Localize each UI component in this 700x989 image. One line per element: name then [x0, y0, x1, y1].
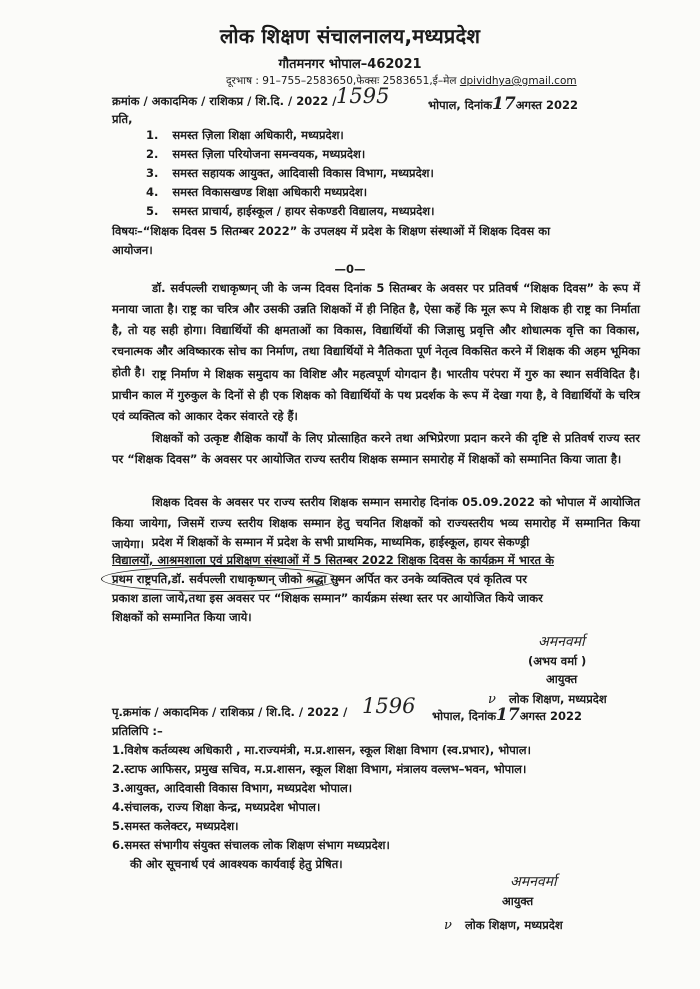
recipient-item	[146, 204, 434, 219]
paragraph-institutions-line3	[112, 572, 527, 587]
copy-reference-number-handwritten: 1596	[362, 694, 416, 718]
subject-text: “शिक्षक दिवस 5 सितम्बर 2022” के उपलक्ष्य में प्रदेश के शिक्षण संस्थाओं में शिक्षक दिवस का	[142, 224, 551, 238]
recipient-text: समस्त सहायक आयुक्त, आदिवासी विकास विभाग, मध्यप्रदेश।	[172, 166, 434, 180]
recipient-item	[146, 185, 367, 200]
date-month-year: अगस्त 2022	[515, 98, 579, 112]
copy-item: 4.संचालक, राज्य शिक्षा केन्द्र, मध्यप्रदेश भोपाल।	[112, 800, 321, 814]
email-link[interactable]: dpividhya@gmail.com	[459, 75, 577, 87]
copy-label: प्रतिलिपि :–	[112, 724, 163, 738]
recipient-text: समस्त प्राचार्य, हाईस्कूल / हायर सेकण्डरी विद्यालय, मध्यप्रदेश।	[172, 204, 435, 218]
copy-date-month-year: अगस्त 2022	[519, 709, 583, 723]
recipient-number: 1.	[146, 128, 159, 142]
signatory-office: लोक शिक्षण, मध्यप्रदेश	[509, 692, 607, 706]
copy-signatory-office-line	[444, 914, 563, 933]
paragraph-institutions-line1: प्रदेश में शिक्षकों के सम्मान में प्रदेश के सभी प्राथमिक, माध्यमिक, हाईस्कूल, हायर सेकण्ड्री	[152, 535, 530, 549]
recipient-item	[146, 147, 365, 162]
recipient-item	[146, 128, 344, 143]
copy-place-date-line	[432, 705, 582, 725]
signature-scribble: अमनवर्मा	[538, 634, 585, 650]
subject-line	[112, 224, 550, 239]
copy-date-day-handwritten: 17	[496, 705, 520, 725]
recipient-number: 3.	[146, 166, 159, 180]
reference-prefix: क्रमांक / अकादमिक / राशिकप्र / शि.दि. / 2022 /	[112, 94, 337, 108]
copy-footer: की ओर सूचनार्थ एवं आवश्यक कार्यवाई हेतु प्रेषित।	[130, 857, 343, 871]
copy-signatory-designation: आयुक्त	[502, 894, 534, 908]
paragraph-institutions-line5: शिक्षकों को सम्मानित किया जाये।	[112, 610, 252, 624]
highlighted-president-name: प्रथम राष्ट्रपति,डॉ. सर्वपल्ली राधाकृष्णन् जी	[112, 572, 291, 586]
reference-number-line	[112, 94, 336, 109]
date-day-handwritten: 17	[492, 94, 516, 114]
paragraph-state-award: शिक्षकों को उत्कृष्ट शैक्षिक कार्यों के लिए प्रोत्साहित करने तथा अभिप्रेरणा प्रदान करने की दृष्टि से प्रतिवर्ष राज्य स्तर पर “शिक्षक दिवस” के अवसर पर आयोजित राज्य स्तरीय शिक्षक सम्मान समारोह में शिक्षकों को सम्मानित किया जाता है।	[112, 431, 640, 466]
recipient-number: 5.	[146, 204, 159, 218]
paragraph-ceremony: शिक्षक दिवस के अवसर पर राज्य स्तरीय शिक्षक सम्मान समारोह दिनांक 05.09.2022 को भोपाल में आयोजित किया जायेगा, जिसमें राज्य स्तरीय शिक्षक सम्मान हेतु चयनित शिक्षकों को राज्यस्तरीय भव्य समारोह में सम्मानित किया जायेगा।	[112, 495, 640, 551]
tribute-text: को श्रद्धा सुमन अर्पित कर उनके व्यक्तित्व एवं कृतित्व पर	[290, 572, 527, 586]
copy-place-date-prefix: भोपाल, दिनांक	[432, 709, 497, 723]
recipient-text: समस्त ज़िला शिक्षा अधिकारी, मध्यप्रदेश।	[172, 128, 344, 142]
paragraph-institutions-line2	[112, 553, 554, 568]
recipient-text: समस्त ज़िला परियोजना समन्वयक, मध्यप्रदेश।	[172, 147, 366, 161]
copy-item: 2.स्टाफ आफिसर, प्रमुख सचिव, म.प्र.शासन, स्कूल शिक्षा विभाग, मंत्रालय वल्लभ–भवन, भोपाल।	[112, 762, 527, 776]
copy-item: 3.आयुक्त, आदिवासी विकास विभाग, मध्यप्रदेश भोपाल।	[112, 781, 353, 795]
recipient-item	[146, 166, 434, 181]
place-date-prefix: भोपाल, दिनांक	[428, 98, 493, 112]
copy-signature-scribble: अमनवर्मा	[510, 874, 557, 890]
copy-reference-prefix: पृ.क्रमांक / अकादमिक / राशिकप्र / शि.दि. / 2022 /	[112, 705, 348, 719]
paragraph-nation-building: राष्ट्र निर्माण मे शिक्षक समुदाय का विशिष्ट और महत्वपूर्ण योगदान है। भारतीय परंपरा में गुरु का स्थान सर्वविदित है। प्राचीन काल में गुरुकुल के दिनों से ही एक शिक्षक को विद्यार्थियों के पथ प्रदर्शक के रूप में देखा गया है, वे विद्यार्थियों के चरित्र एवं व्यक्तित्व को आकार देकर संवारते रहे हैं।	[112, 367, 640, 423]
contact-line	[226, 74, 577, 88]
copy-reference-line	[112, 705, 347, 720]
phone-fax-text: दूरभाष : 91–755–2583650,फेक्सः 2583651,ई–मेल	[226, 75, 457, 87]
separator-mark: —0—	[334, 262, 366, 276]
paragraph-intro: डॉ. सर्वपल्ली राधाकृष्णन् जी के जन्म दिवस दिनांक 5 सितम्बर के अवसर पर प्रतिवर्ष “शिक्षक दिवस” के रूप में मनाया जाता है। राष्ट्र का चरित्र और उसकी उन्नति शिक्षकों में ही निहित है, ऐसा कहें कि मूल रूप मे शिक्षक ही राष्ट्र का निर्माता है, तो यह सही होगा। विद्यार्थियों की क्षमताओं का विकास, विद्यार्थियों की जिज्ञासु प्रवृत्ति और शोधात्मक वृत्ति का विकास, रचनात्मक और अविष्कारक सोच का निर्माण, तथा विद्यार्थियों मे नैतिकता पूर्ण नेतृत्व विकसित करने में शिक्षक की अहम भूमिका होती है।	[112, 281, 640, 379]
recipient-text: समस्त विकासखण्ड शिक्षा अधिकारी मध्यप्रदेश।	[172, 185, 368, 199]
copy-signatory-office: लोक शिक्षण, मध्यप्रदेश	[465, 918, 563, 932]
initial-mark: ν	[444, 918, 452, 933]
to-label: प्रति,	[112, 112, 133, 126]
copy-item: 6.समस्त संभागीय संयुक्त संचालक लोक शिक्षण संभाग मध्यप्रदेश।	[112, 838, 390, 852]
paragraph-institutions-line4: प्रकाश डाला जाये,तथा इस अवसर पर “शिक्षक सम्मान” कार्यक्रम संस्था स्तर पर आयोजित किये जाकर	[112, 591, 543, 605]
signatory-name: (अभय वर्मा )	[528, 654, 587, 668]
recipient-number: 4.	[146, 185, 159, 199]
subject-continuation: आयोजन।	[112, 243, 153, 257]
initial-mark: ν	[488, 692, 496, 707]
reference-number-handwritten: 1595	[336, 84, 390, 108]
place-date-line	[428, 94, 578, 114]
underlined-text: विद्यालयों, आश्रमशाला एवं प्रशिक्षण संस्थाओं में 5 सितम्बर 2022 शिक्षक दिवस के कार्यक्रम में भारत के	[112, 553, 554, 567]
recipient-number: 2.	[146, 147, 159, 161]
office-title: लोक शिक्षण संचालनालय,मध्यप्रदेश	[219, 24, 481, 48]
signatory-designation: आयुक्त	[546, 672, 578, 686]
copy-item: 1.विशेष कर्तव्यस्थ अधिकारी , मा.राज्यमंत्री, म.प्र.शासन, स्कूल शिक्षा विभाग (स्व.प्रभार), भोपाल।	[112, 743, 531, 757]
subject-label: विषयः–	[112, 224, 143, 238]
copy-item: 5.समस्त कलेक्टर, मध्यप्रदेश।	[112, 819, 239, 833]
office-address: गौतमनगर भोपाल–462021	[278, 57, 422, 72]
